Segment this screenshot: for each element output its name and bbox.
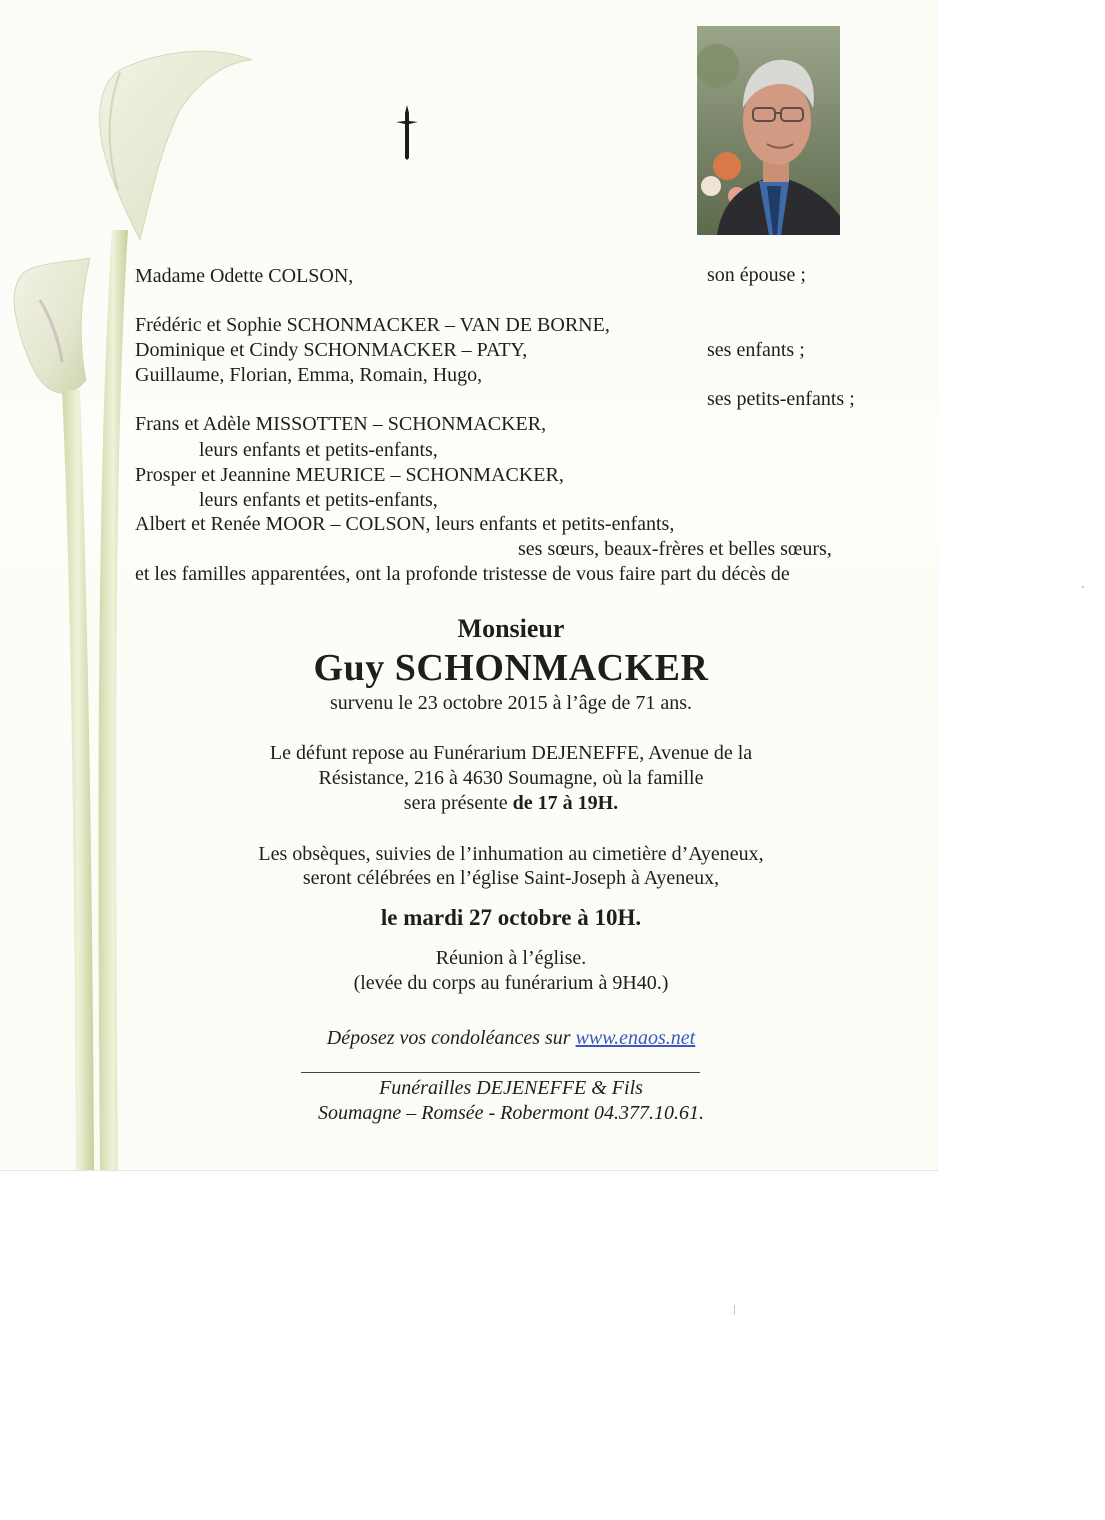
spouse-name: Madame Odette COLSON, (135, 265, 354, 287)
sibling-line: Albert et Renée MOOR – COLSON, leurs enfants et petits-enfants, (135, 513, 675, 535)
child-line: Frédéric et Sophie SCHONMACKER – VAN DE BORNE, (135, 314, 610, 336)
siblings-role: ses sœurs, beaux-frères et belles sœurs, (518, 538, 832, 560)
condolences-text: Déposez vos condoléances sur (326, 1027, 576, 1049)
undertaker-locations: Soumagne – Romsée - Robermont 04.377.10.61. (317, 1102, 705, 1124)
funeral-line: seront célébrées en l’église Saint-Joseph à Ayeneux, (302, 867, 720, 889)
sibling-line: Prosper et Jeannine MEURICE – SCHONMACKER, (135, 464, 564, 486)
cross-icon (393, 103, 421, 161)
undertaker-name: Funérailles DEJENEFFE & Fils (379, 1077, 643, 1099)
sibling-descendants: leurs enfants et petits-enfants, (199, 489, 438, 511)
wake-line: Le défunt repose au Funérarium DEJENEFFE, Avenue de la (269, 742, 753, 764)
spouse-role: son épouse ; (707, 264, 806, 286)
honorific: Monsieur (457, 614, 565, 643)
wake-hours: de 17 à 19H. (512, 792, 619, 814)
wake-line: Résistance, 216 à 4630 Soumagne, où la famille (318, 767, 704, 789)
portrait-photo (697, 26, 840, 235)
grandchildren-names: Guillaume, Florian, Emma, Romain, Hugo, (135, 364, 483, 386)
death-details: survenu le 23 octobre 2015 à l’âge de 71 ans. (329, 692, 693, 714)
deceased-name: Guy SCHONMACKER (313, 647, 709, 689)
funeral-date: le mardi 27 octobre à 10H. (380, 905, 642, 930)
divider (301, 1072, 700, 1073)
sibling-line: Frans et Adèle MISSOTTEN – SCHONMACKER, (135, 413, 547, 435)
meeting-note: Réunion à l’église. (435, 947, 587, 969)
wake-hours-line (200, 793, 822, 813)
children-role: ses enfants ; (707, 339, 805, 361)
scan-speck (734, 1305, 735, 1315)
wake-hours-prefix: sera présente (403, 792, 513, 814)
announcement-line: et les familles apparentées, ont la profonde tristesse de vous faire part du décès de (135, 563, 790, 585)
child-line: Dominique et Cindy SCHONMACKER – PATY, (135, 339, 528, 361)
condolences-link[interactable]: www.enaos.net (575, 1027, 696, 1049)
sibling-descendants: leurs enfants et petits-enfants, (199, 439, 438, 461)
condolences-line (200, 1028, 822, 1048)
departure-note: (levée du corps au funérarium à 9H40.) (353, 972, 669, 994)
grandchildren-role: ses petits-enfants ; (707, 388, 855, 410)
calla-lily-illustration (0, 0, 270, 1170)
scan-speck (1082, 586, 1084, 588)
funeral-line: Les obsèques, suivies de l’inhumation au cimetière d’Ayeneux, (258, 843, 764, 865)
